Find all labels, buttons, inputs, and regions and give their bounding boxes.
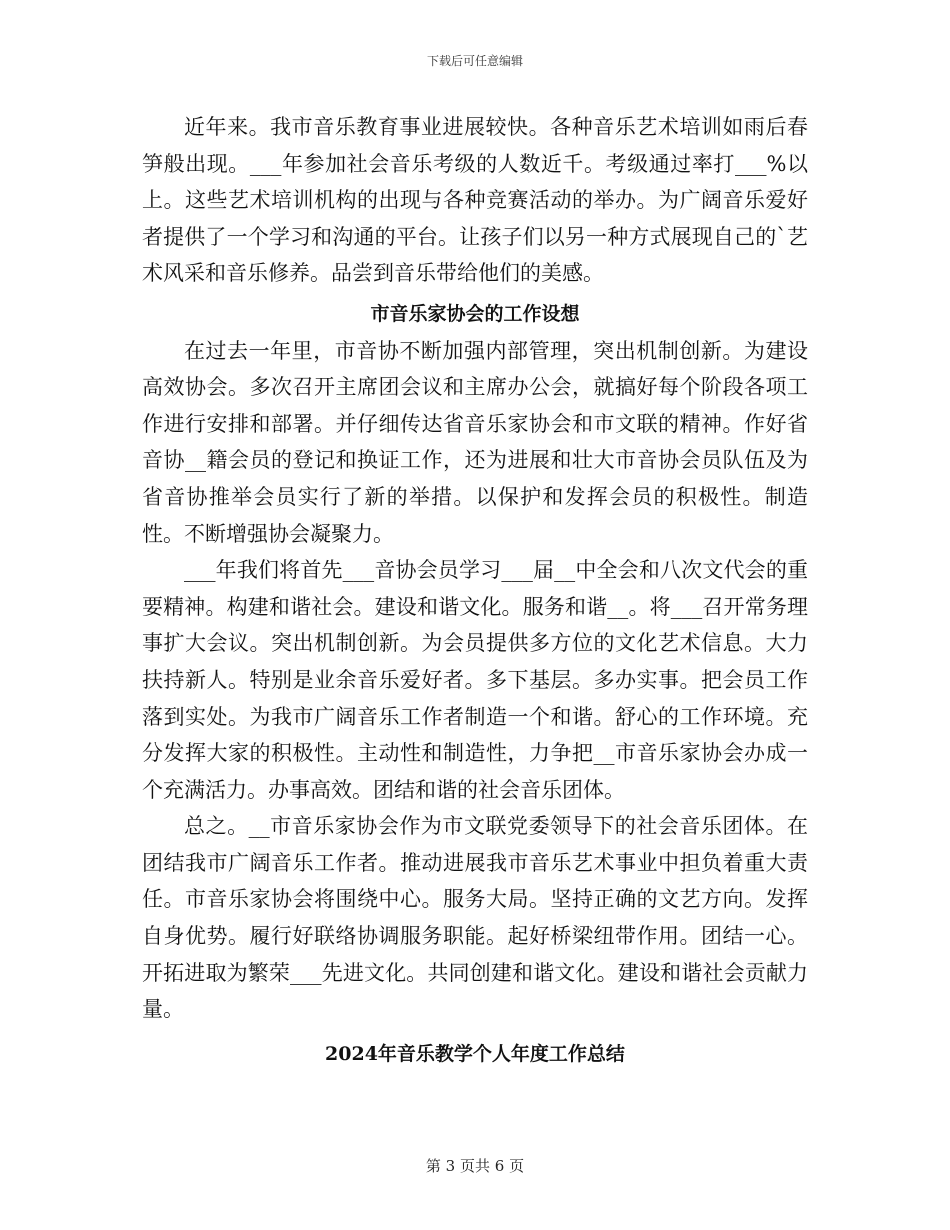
paragraph-plans: ___年我们将首先___音协会员学习___届__中全会和八次文代会的重要精神。构建和谐社会。建设和谐文化。服务和谐__。将___召开常务理事扩大会议。突出机制创新。为会员提供多方位的文化艺术信息。大力扶持新人。特别是业余音乐爱好者。多下基层。多办实事。把会员工作落到实处。为我市广阔音乐工作者制造一个和谐。舒心的工作环境。充分发挥大家的积极性。主动性和制造性，力争把__市音乐家协会办成一个充满活力。办事高效。团结和谐的社会音乐团体。 (142, 558, 808, 802)
page-number: 第 3 页共 6 页 (425, 1157, 525, 1175)
page-header (0, 53, 950, 69)
page-footer (0, 1156, 950, 1176)
header-text: 下载后可任意编辑 (426, 54, 523, 68)
intro-paragraph: 近年来。我市音乐教育事业进展较快。各种音乐艺术培训如雨后春笋般出现。___年参加社会音乐考级的人数近千。考级通过率打___%以上。这些艺术培训机构的出现与各种竞赛活动的举办。为广阔音乐爱好者提供了一个学习和沟通的平台。让孩子们以另一种方式展现自己的`艺术风采和音乐修养。品尝到音乐带给他们的美感。 (142, 115, 808, 286)
section-heading-association-plan: 市音乐家协会的工作设想 (370, 302, 580, 325)
paragraph-summary: 总之。__市音乐家协会作为市文联党委领导下的社会音乐团体。在团结我市广阔音乐工作者。推动进展我市音乐艺术事业中担负着重大责任。市音乐家协会将围绕中心。服务大局。坚持正确的文艺方向。发挥自身优势。履行好联络协调服务职能。起好桥梁纽带作用。团结一心。开拓进取为繁荣___先进文化。共同创建和谐文化。建设和谐社会贡献力量。 (142, 814, 808, 1022)
section-heading-annual-summary: 2024年音乐教学个人年度工作总结 (325, 1042, 625, 1065)
document-body (142, 109, 808, 1072)
paragraph-past-year: 在过去一年里，市音协不断加强内部管理，突出机制创新。为建设高效协会。多次召开主席团会议和主席办公会，就搞好每个阶段各项工作进行安排和部署。并仔细传达省音乐家协会和市文联的精神。作好省音协__籍会员的登记和换证工作，还为进展和壮大市音协会员队伍及为省音协推举会员实行了新的举措。以保护和发挥会员的积极性。制造性。不断增强协会凝聚力。 (142, 338, 808, 546)
